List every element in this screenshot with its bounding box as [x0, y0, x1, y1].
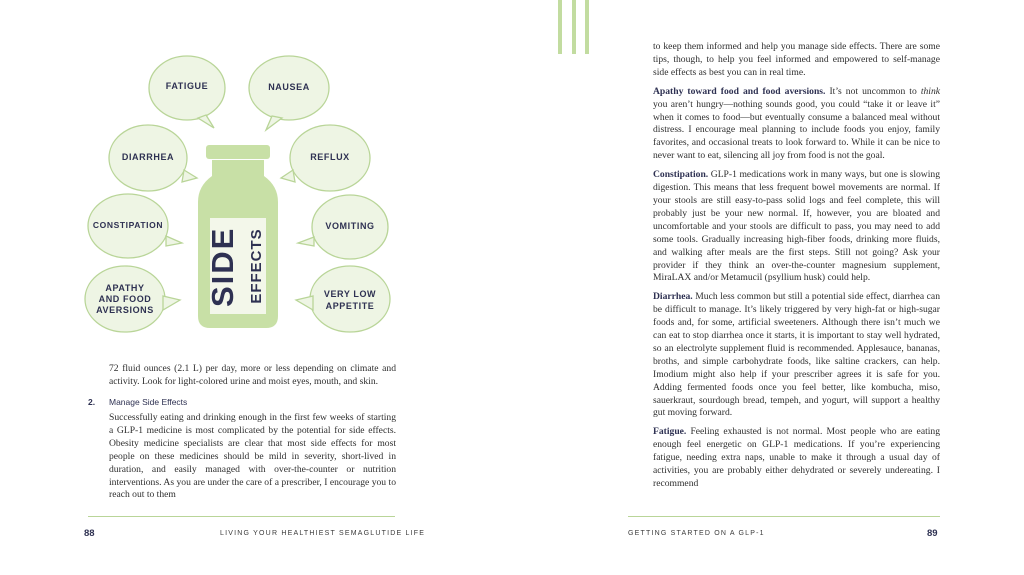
step-number: 2. [88, 397, 96, 407]
right-footer-rule [628, 516, 940, 517]
step-title: Manage Side Effects [109, 397, 188, 407]
right-running-head: GETTING STARTED ON A GLP-1 [628, 530, 765, 537]
bottle-label-side: SIDE [205, 226, 240, 307]
right-page [512, 0, 1024, 575]
bubble-apathy-line-2: AND FOOD [98, 294, 152, 304]
decor-bar-3 [585, 0, 589, 54]
left-page-number: 88 [84, 528, 95, 539]
bubble-low-appetite [310, 266, 390, 332]
bubble-nausea [249, 56, 329, 120]
bubble-apathy-line-1: APATHY [105, 283, 145, 293]
paragraph-constipation [653, 169, 940, 285]
paragraph-intro: to keep them informed and help you manage side effects. There are some tips, though, to help you feel informed and empowered to self-manage side effects as best you can in real time. [653, 41, 940, 78]
decor-bar-1 [558, 0, 562, 54]
left-footer-rule [88, 516, 395, 517]
paragraph-fatigue [653, 426, 940, 491]
right-page-number: 89 [927, 528, 938, 539]
right-text-column [653, 41, 940, 497]
paragraph-apathy [653, 86, 940, 163]
bubble-low-appetite-line-1: VERY LOW [323, 289, 377, 299]
bubble-constipation-label: CONSTIPATION [92, 220, 164, 230]
bubble-diarrhea-label: DIARRHEA [121, 152, 175, 162]
bubble-fatigue [149, 56, 225, 120]
bottle-label [198, 218, 278, 314]
diarrhea-lead: Diarrhea. [653, 291, 693, 303]
fatigue-lead: Fatigue. [653, 426, 687, 438]
constipation-lead: Constipation. [653, 169, 709, 181]
bubble-vomiting [312, 195, 388, 259]
left-intro-paragraph: 72 fluid ounces (2.1 L) per day, more or less depending on climate and activity. Look for light-colored urine and moist eyes, mouth, and skin. [109, 363, 396, 387]
apathy-lead: Apathy toward food and food aversions. [653, 85, 826, 97]
constipation-text: GLP-1 medications work in many ways, but one is slowing digestion. This means that less frequent bowel movements are normal. If your stools are still easy-to-pass solid logs and feel complete, this will probably just be your new normal. If, however, you are bloated and uncomfortable and your stools are difficult to pass, you may need to add some tools. Gradually increasing high-fiber foods, drinking more fluids, and walking after meals are the first steps. Still not going? Ask your provider if they think an over-the-counter magnesium supplement, MiraLAX and/or Metamucil (psyllium husk) could help. [653, 169, 940, 284]
bottle-label-effects: EFFECTS [248, 228, 265, 304]
bubble-nausea-label: NAUSEA [268, 82, 310, 92]
bubble-constipation [88, 194, 168, 258]
bubble-apathy-line-3: AVERSIONS [96, 305, 154, 315]
apathy-text-a: It’s not uncommon to [825, 85, 921, 97]
decor-bar-2 [572, 0, 576, 54]
bubble-reflux-label: REFLUX [310, 152, 350, 162]
apathy-text-b: you aren’t hungry—nothing sounds good, you could “take it or leave it” when it comes to food—but eventually consume a balanced meal without distress. I encourage meal planning to include foods you enjoy, family favorites, and occasional treats to look forward to. While it can be nice to never want to eat, silencing all joy from food is not the goal. [653, 98, 940, 162]
apathy-emphasis: think [920, 85, 941, 97]
bubble-diarrhea [109, 125, 187, 191]
bubble-low-appetite-line-2: APPETITE [325, 301, 375, 311]
left-running-head: LIVING YOUR HEALTHIEST SEMAGLUTIDE LIFE [220, 530, 426, 537]
bubble-fatigue-label: FATIGUE [165, 81, 209, 91]
bubble-vomiting-label: VOMITING [325, 221, 375, 231]
bubble-apathy [85, 266, 165, 332]
paragraph-diarrhea [653, 291, 940, 420]
left-step-paragraph: Successfully eating and drinking enough in the first few weeks of starting a GLP-1 medicine is most complicated by the potential for side effects. Obesity medicine specialists are clear that most side effects for most people on these medicines should be mild in severity, short-lived in duration, and easily managed with over-the-counter or nutrition interventions. As you are under the care of a prescriber, I encourage you to reach out to them [109, 412, 396, 501]
fatigue-text: Feeling exhausted is not normal. Most people who are eating enough feel energetic on GLP-1 medications. If you’re experiencing fatigue, needing extra naps, unable to make it through a usual day of activities, you are probably either dehydrated or severely undereating. I recommend [653, 426, 940, 489]
diarrhea-text: Much less common but still a potential side effect, diarrhea can be difficult to manage. It’s likely triggered by very high-fat or high-sugar foods and, for some, artificial sweeteners. Although there isn’t much we can eat to stop diarrhea once it starts, it is important to stay well hydrated, so an electrolyte supplement fluid is recommended. Applesauce, bananas, broths, and simple carbohydrate foods, like saltine crackers, can help. Imodium might also help if your prescriber agrees it is safe for you. Adding fermented foods once you feel better, like kombucha, miso, sauerkraut, sourdough bread, tempeh, and yogurt, will support a healthy gut moving forward. [653, 291, 940, 419]
bubble-reflux [290, 125, 370, 191]
